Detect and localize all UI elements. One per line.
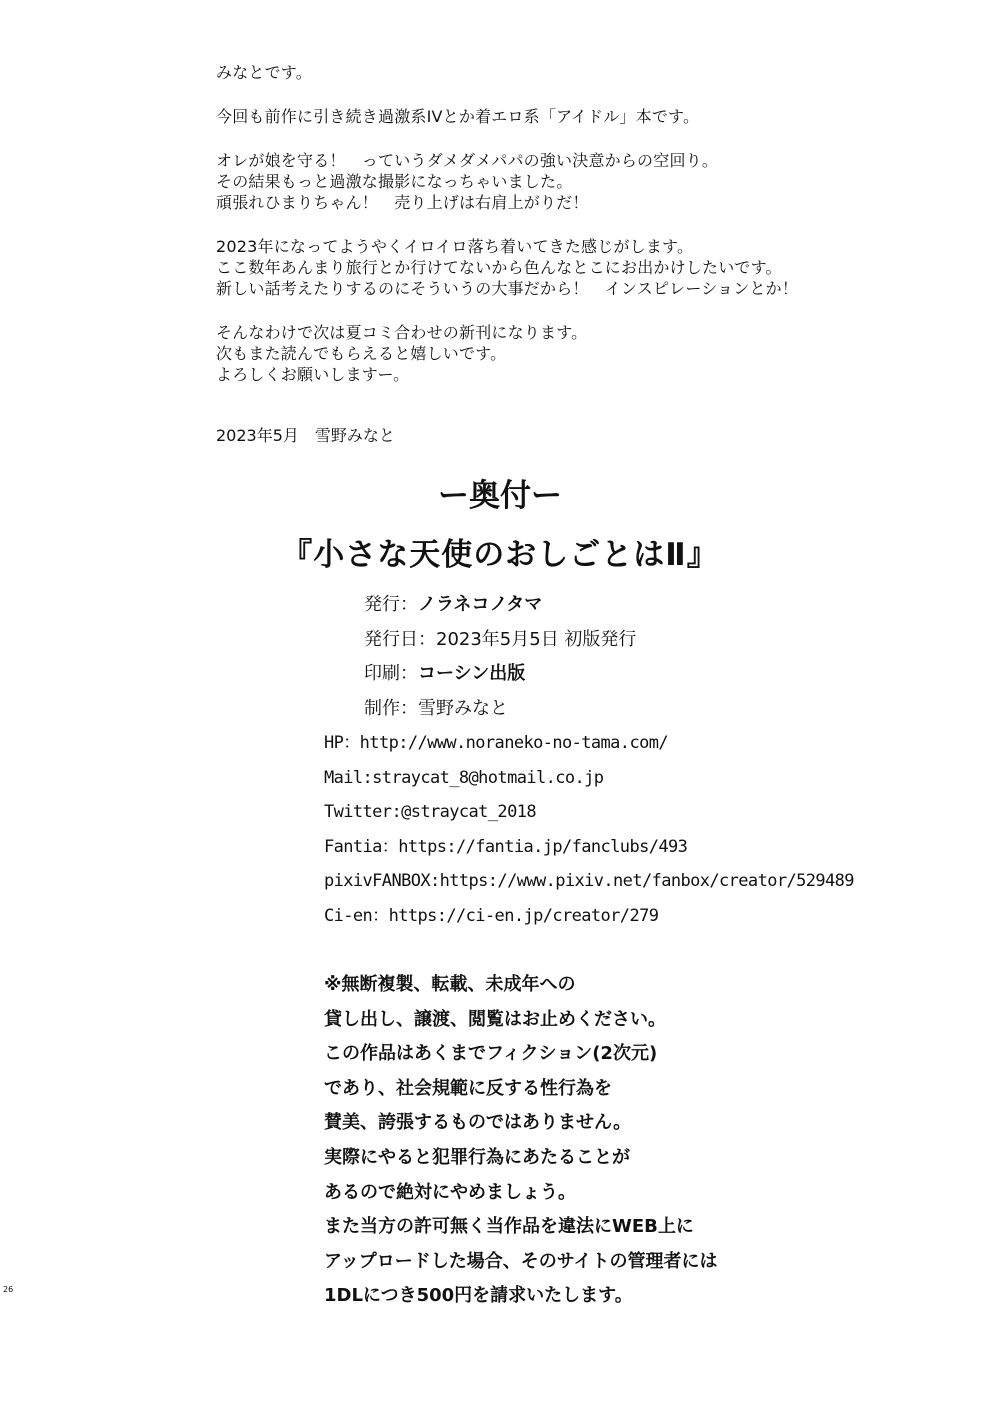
- afterword-line: オレが娘を守る！ っていうダメダメパパの強い決意からの空回り。: [216, 151, 719, 170]
- notice-line: 貸し出し、譲渡、閲覧はお止めください。: [324, 1008, 666, 1030]
- credit-printer: [364, 659, 636, 694]
- contact-links: [324, 728, 854, 935]
- afterword-line: みなとです。: [216, 63, 312, 82]
- notice-line: あるので絶対にやめましょう。: [324, 1181, 576, 1203]
- afterword-line: 2023年になってようやくイロイロ落ち着いてきた感じがします。: [216, 237, 694, 256]
- link-twitter: Twitter:@straycat_2018: [324, 802, 536, 822]
- credit-value: 2023年5月5日 初版発行: [436, 628, 637, 650]
- legal-notice: [324, 970, 717, 1316]
- credit-label: 発行：: [364, 594, 418, 615]
- link-mail: Mail:straycat_8@hotmail.co.jp: [324, 767, 604, 788]
- afterword-line: 次もまた読んでもらえると嬉しいです。: [216, 344, 507, 363]
- notice-line: 1DLにつき500円を請求いたします。: [324, 1285, 633, 1307]
- afterword-line: 頑張れひまりちゃん！ 売り上げは右肩上がりだ！: [216, 193, 589, 212]
- page-number: 26: [3, 1285, 14, 1294]
- credit-label: 制作：: [364, 697, 418, 719]
- credit-value: ノラネコノタマ: [418, 594, 543, 615]
- afterword-line: よろしくお願いしますー。: [216, 365, 410, 384]
- afterword-paragraph: [216, 236, 916, 299]
- afterword-line: 今回も前作に引き続き過激系IVとか着エロ系「アイドル」本です。: [216, 107, 700, 126]
- notice-line: この作品はあくまでフィクション(2次元): [324, 1043, 658, 1065]
- link-ci-en: Ci-en：https://ci-en.jp/creator/279: [324, 905, 659, 926]
- afterword-line: そんなわけで次は夏コミ合わせの新刊になります。: [216, 323, 588, 342]
- afterword-paragraph: [216, 150, 916, 213]
- afterword: [216, 62, 916, 408]
- credit-author: [364, 694, 636, 729]
- afterword-paragraph: [216, 106, 916, 127]
- credit-label: 発行日：: [364, 628, 436, 650]
- link-fantia: Fantia：https://fantia.jp/fanclubs/493: [324, 836, 688, 857]
- link-homepage: HP：http://www.noraneko-no-tama.com/: [324, 733, 668, 753]
- notice-line: アップロードした場合、そのサイトの管理者には: [324, 1250, 718, 1272]
- notice-line: であり、社会規範に反する性行為を: [324, 1077, 612, 1099]
- credit-label: 印刷：: [364, 663, 418, 684]
- afterword-line: 新しい話考えたりするのにそういうの大事だから！ インスピレーションとか！: [216, 279, 799, 298]
- notice-line: 実際にやると犯罪行為にあたることが: [324, 1146, 630, 1168]
- afterword-line: ここ数年あんまり旅行とか行けてないから色んなとこにお出かけしたいです。: [216, 258, 782, 277]
- afterword-signature: 2023年5月 雪野みなと: [216, 426, 395, 445]
- notice-line: ※無断複製、転載、未成年への: [324, 974, 576, 995]
- credit-publisher: [364, 590, 636, 625]
- colophon-heading: ー奥付ー: [438, 478, 562, 514]
- notice-line: 賛美、誇張するものではありません。: [324, 1112, 632, 1134]
- notice-line: また当方の許可無く当作品を違法にWEB上に: [324, 1216, 694, 1238]
- credit-value: コーシン出版: [418, 663, 526, 684]
- afterword-paragraph: [216, 62, 916, 83]
- credits-list: [364, 590, 636, 728]
- afterword-paragraph: [216, 322, 916, 385]
- book-title: 『小さな天使のおしごとはⅡ』: [281, 537, 719, 573]
- credit-publish-date: [364, 625, 636, 660]
- link-pixiv-fanbox: pixivFANBOX:https://www.pixiv.net/fanbox/creator/529489: [324, 871, 854, 891]
- credit-value: 雪野みなと: [418, 697, 508, 719]
- afterword-line: その結果もっと過激な撮影になっちゃいました。: [216, 172, 573, 191]
